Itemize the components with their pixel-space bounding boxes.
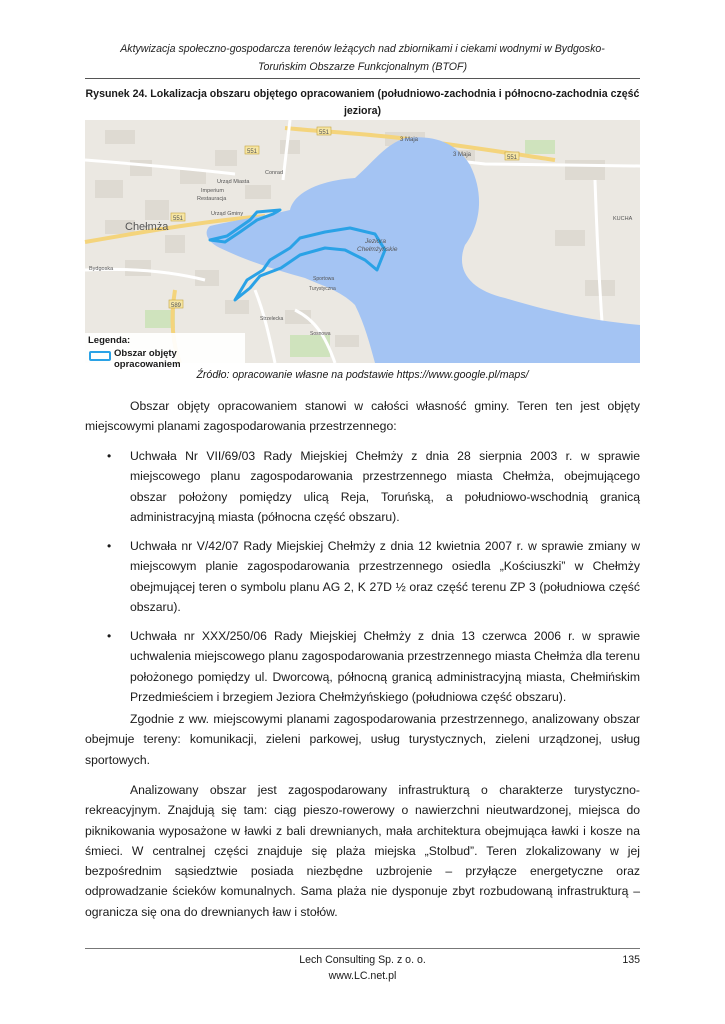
lake-label-line2: Chełmżyńskie [357,246,398,253]
road-551-label-b: 551 [247,149,258,155]
resolution-item-2: Uchwała nr V/42/07 Rady Miejskiej Chełmży z dnia 12 kwietnia 2007 r. w sprawie zmiany w miejscowym planie zagospodarowania przestrzennego osiedla „Kościuszki” w Chełmży obejmującej teren o symbolu planu AG 2, K 27D ½ oraz część terenu ZP 3 (południowa część obszaru). [130,539,640,614]
road-551-label-d: 551 [173,216,184,222]
street-turystyczna: Turystyczna [309,286,336,292]
poi-urzad-miasta: Urząd Miasta [217,179,250,185]
lake-label-line1: Jeziora [365,238,386,245]
location-map [85,120,640,370]
page-number: 135 [622,954,640,966]
poi-restauracja: Restauracja [197,196,227,202]
street-sosnowa: Sosnowa [310,331,331,337]
street-strzelecka: Strzelecka [260,316,284,322]
footer-url: www.LC.net.pl [328,970,397,982]
bullet-marker-2: • [107,539,112,553]
legend-area-label: Obszar objęty opracowaniem [114,348,181,370]
figure-caption-line2: jeziora) [343,105,382,117]
poi-conrad: Conrad [265,170,284,176]
bullet-marker-1: • [107,449,112,463]
poi-imperium: Imperium [201,188,224,194]
bullet-marker-3: • [107,629,112,643]
footer-company: Lech Consulting Sp. z o. o. [299,954,426,966]
intro-paragraph: Obszar objęty opracowaniem stanowi w całości własność gminy. Teren ten jest objęty miejscowymi planami zagospodarowania przestrzennego: [85,399,640,434]
resolution-item-3: Uchwała nr XXX/250/06 Rady Miejskiej Chełmży z dnia 13 czerwca 2006 r. w sprawie uchwalenia miejscowego planu zagospodarowania przestrzennego miasta Chełmża dla terenu położonego pomiędzy ul. Dworcową, północną granicą administracyjną miasta, Chełmińskim Przedmieściem i brzegiem Jeziora Chełmżyńskiego (południowa część obszaru). [130,629,640,704]
legend-title: Legenda: [88,335,131,346]
map-legend [85,333,245,370]
street-sportowa: Sportowa [313,276,335,282]
street-3maja-label-b: 3 Maja [453,152,472,158]
town-label: Chełmża [125,221,169,233]
legend-area-swatch [89,351,111,361]
running-header-line1: Aktywizacja społeczno-gospodarcza terenów leżących nad zbiornikami i ciekami wodnymi w Bydgosko- [120,43,605,55]
road-589-label: 589 [171,303,182,309]
road-551-label-a: 551 [319,130,330,136]
poi-urzad-gminy: Urząd Gminy [211,211,244,217]
map-canvas [85,120,640,363]
running-header [85,40,640,76]
road-551-label-c: 551 [507,155,518,161]
street-3maja-label-a: 3 Maja [400,137,419,143]
running-header-line2: Toruńskim Obszarze Funkcjonalnym (BTOF) [258,61,467,73]
map-label-kucha: KUCHA [613,216,633,222]
zoning-paragraph: Zgodnie z ww. miejscowymi planami zagospodarowania przestrzennego, analizowany obszar obejmuje tereny: komunikacji, zieleni parkowej, usług turystycznych, zieleni urządzonej, usług sportowych. [85,712,640,767]
figure-caption [85,86,640,120]
resolution-item-1: Uchwała Nr VII/69/03 Rady Miejskiej Chełmży z dnia 28 sierpnia 2003 r. w sprawie miejscowego planu zagospodarowania przestrzennego miasta Chełmża, obejmującego obszar położony pomiędzy ulicą Reja, Toruńską, a południowo-wschodnią granicą administracyjną miasta (północna część obszaru). [130,449,640,524]
header-divider [85,78,640,79]
figure-caption-line1: Rysunek 24. Lokalizacja obszaru objętego opracowaniem (południowo-zachodnia i północno-zachodnia część [85,88,640,100]
figure-source: Źródło: opracowanie własne na podstawie https://www.google.pl/maps/ [196,369,529,381]
infrastructure-paragraph: Analizowany obszar jest zagospodarowany infrastrukturą o charakterze turystyczno-rekreacyjnym. Znajdują się tam: ciąg pieszo-rowerowy o nawierzchni nieutwardzonej, miejsca do piknikowania wyposażone w ławki z bali drewnianych, mała architektura obejmująca ławki i kosze na śmieci. W centralnej części znajduje się plaża miejska „Stolbud”. Teren zlokalizowany w jej bezpośrednim sąsiedztwie posiada niezbędne uzbrojenie – przyłącze energetyczne oraz odprowadzanie ścieków komunalnych. Sama plaża nie dysponuje zbyt rozbudowaną infrastrukturą – ogranicza się ona do drewnianych ław i stołów. [85,783,640,919]
footer-divider [85,948,640,949]
street-bydgoska: Bydgoska [89,266,114,272]
